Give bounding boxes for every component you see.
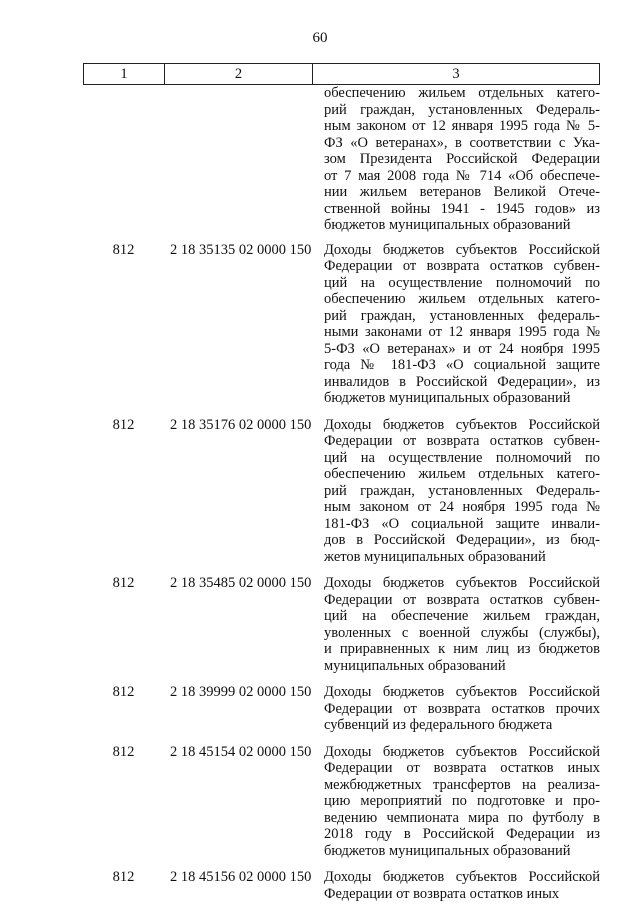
header-col-1: 1 [84,64,165,84]
revenue-name-cell [322,575,600,674]
name-line: 2018 году в Российской Федерации из [324,826,600,842]
revenue-name-cell [322,744,600,860]
table-row [83,869,600,902]
name-line: Федерации от возврата остатков субвен- [324,433,600,449]
name-line: Федерации от возврата остатков иных [324,885,560,902]
revenue-code-cell: 2 18 35485 02 0000 150 [170,575,312,591]
name-line: ций на осуществление полномочий по [324,274,600,291]
name-line: Федерации от возврата остатков субвен- [324,258,600,274]
name-line: и приравненных к ним лиц из бюджетов [324,641,600,657]
name-line: рий граждан, установленных Федераль- [324,482,600,499]
name-line: уволенных с военной службы (службы), [324,624,600,641]
admin-code-cell: 812 [112,575,135,591]
revenue-code-cell: 2 18 39999 02 0000 150 [170,684,312,700]
name-line: Федерации от возврата остатков прочих [324,700,600,717]
name-line: рий граждан, установленных Федераль- [324,101,600,118]
table-row [83,575,600,674]
revenue-name-cell [322,242,600,407]
revenue-code-cell [164,85,322,234]
name-line: Доходы бюджетов субъектов Российской [324,241,600,258]
table-row [83,684,600,734]
name-line: жетов муниципальных образований [324,548,546,565]
header-col-2: 2 [165,64,313,84]
name-line: зом Президента Российской Федерации [324,151,600,167]
header-col-3: 3 [452,66,460,82]
revenue-name-cell [322,684,600,734]
name-line: ным законом от 12 января 1995 года № 5- [324,118,600,134]
admin-code-cell: 812 [112,241,135,258]
name-line: Федерации от возврата остатков субвен- [324,591,600,608]
revenue-code-cell: 2 18 45156 02 0000 150 [170,869,312,885]
admin-code-cell: 812 [112,869,135,885]
name-line: года № 181-ФЗ «О социальной защите [324,357,600,373]
name-line: ственной войны 1941 - 1945 годов» из [324,200,600,217]
name-line: Доходы бюджетов субъектов Российской [324,869,600,885]
name-line: ций на осуществление полномочий по [324,449,600,466]
revenue-name-cell [322,417,600,566]
name-line: бюджетов муниципальных образований [324,390,571,406]
name-line: дов в Российской Федерации», из бюд- [324,532,600,548]
name-line: 5-ФЗ «О ветеранах» и от 24 ноября 1995 [324,340,600,357]
table-body [83,85,600,912]
name-line: Доходы бюджетов субъектов Российской [324,416,600,433]
name-line: ФЗ «О ветеранах», в соответствии с Ука- [324,134,600,151]
name-line: обеспечению жильем отдельных катего- [324,291,600,307]
revenue-code-cell: 2 18 35135 02 0000 150 [170,241,312,258]
name-line: инвалидов в Российской Федерации», из [324,373,600,390]
name-line: ций на обеспечение жильем граждан, [324,608,600,624]
name-line: рий граждан, установленных федераль- [324,307,600,324]
name-line: бюджетов муниципальных образований [324,217,571,233]
name-line: Доходы бюджетов субъектов Российской [324,575,600,591]
name-line: Доходы бюджетов субъектов Российской [324,743,600,760]
table-row [83,744,600,860]
table-header [83,63,600,85]
revenue-code-cell: 2 18 45154 02 0000 150 [170,743,312,760]
name-line: бюджетов муниципальных образований [324,842,571,859]
name-line: субвенций из федерального бюджета [324,717,553,733]
admin-code-cell: 812 [112,416,135,433]
name-line: ным законом от 24 ноября 1995 года № [324,499,600,515]
name-line: от 7 мая 2008 года № 714 «Об обеспече- [324,167,600,184]
admin-code-cell [83,85,164,234]
admin-code-cell: 812 [112,684,135,700]
name-line: Доходы бюджетов субъектов Российской [324,684,600,700]
revenue-name-cell [322,85,600,234]
table-row [83,85,600,234]
name-line: цию мероприятий по подготовке и про- [324,793,600,809]
admin-code-cell: 812 [112,743,135,760]
name-line: Федерации от возврата остатков иных [324,760,600,776]
name-line: обеспечению жильем отдельных катего- [324,85,600,101]
name-line: нии жильем ветеранов Великой Отече- [324,184,600,200]
name-line: обеспечению жильем отдельных катего- [324,466,600,482]
revenue-code-cell: 2 18 35176 02 0000 150 [170,416,312,433]
table-row [83,242,600,407]
name-line: ными законами от 12 января 1995 года № [324,324,600,340]
table-row [83,417,600,566]
revenue-name-cell [322,869,600,902]
name-line: муниципальных образований [324,657,506,674]
name-line: ведению чемпионата мира по футболу в [324,809,600,826]
name-line: межбюджетных трансфертов на реализа- [324,776,600,793]
name-line: 181-ФЗ «О социальной защите инвали- [324,515,600,532]
page-number: 60 [312,30,328,46]
